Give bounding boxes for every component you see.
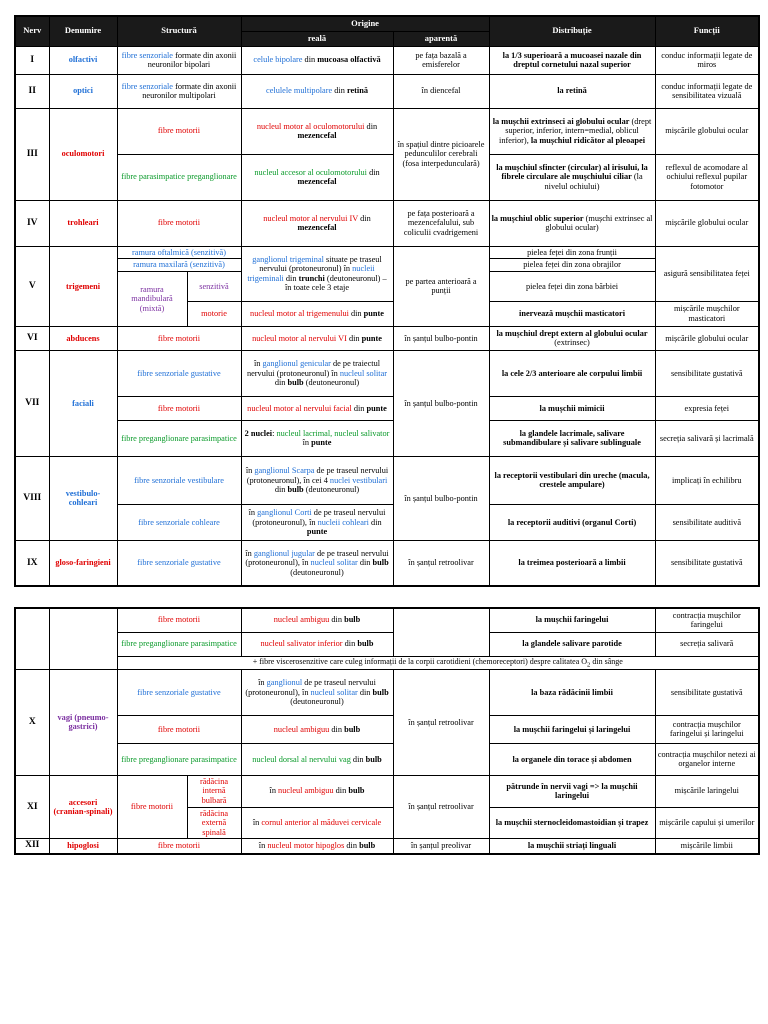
- nerve-row-VII-b: [15, 396, 759, 420]
- nerve-row-III-b: [15, 154, 759, 200]
- nerve-number: XI: [15, 775, 49, 839]
- distribution: la mușchii sternocleidomastoidian și trapez: [489, 807, 655, 839]
- nerve-name: hipoglosi: [49, 839, 117, 854]
- apparent-origin: în diencefal: [393, 74, 489, 108]
- nerve-structure: fibre motorii: [117, 396, 241, 420]
- nerve-name: gloso-faringieni: [49, 540, 117, 586]
- external-root: rădăcina externă spinală: [187, 807, 241, 839]
- header-structura: Structură: [117, 16, 241, 46]
- distribution: la retină: [489, 74, 655, 108]
- functions: mișcările limbii: [655, 839, 759, 854]
- nerve-row-VII: [15, 350, 759, 396]
- nerve-name: oculomotori: [49, 108, 117, 200]
- real-origin: 2 nuclei: nucleul lacrimal, nucleul salivator în punte: [241, 420, 393, 456]
- apparent-origin: pe partea anterioară a punții: [393, 246, 489, 326]
- cranial-nerves-table-part2: [14, 607, 760, 855]
- functions: reflexul de acomodare al ochiului reflexul pupilar fotomotor: [655, 154, 759, 200]
- distribution: la baza rădăcinii limbii: [489, 669, 655, 715]
- header-origine: Origine: [241, 16, 489, 31]
- nerve-number: IV: [15, 200, 49, 246]
- footnote: + fibre viscerosenzitive care culeg informații de la corpii carotidieni (chemoreceptori) despre calitatea $O_2$ din sânge: [117, 656, 759, 669]
- distribution: la glandele lacrimale, salivare submandibulare și salivare sublinguale: [489, 420, 655, 456]
- nerve-row-X: [15, 669, 759, 715]
- header-functii: Funcții: [655, 16, 759, 46]
- apparent-origin: în șanțul retroolivar: [393, 540, 489, 586]
- apparent-origin: pe fața posterioară a mezencefalului, sub coliculii cvadrigemeni: [393, 200, 489, 246]
- nerve-structure: fibre preganglionare parasimpatice: [117, 743, 241, 775]
- functions: asigură sensibilitatea feței: [655, 246, 759, 301]
- nerve-structure: fibre senzoriale cohleare: [117, 504, 241, 540]
- nerve-structure: fibre motorii: [117, 715, 241, 743]
- distribution: la mușchii faringelui și laringelui: [489, 715, 655, 743]
- maxillary-branch: ramura maxilară (senzitivă): [117, 259, 241, 272]
- nerve-name: trigemeni: [49, 246, 117, 326]
- functions: expresia feței: [655, 396, 759, 420]
- real-origin: în ganglionul Corti de pe traseul nervului (protoneuronul), în nucleii cohleari din punte: [241, 504, 393, 540]
- nerve-number: IX: [15, 540, 49, 586]
- nerve-row-I: [15, 46, 759, 74]
- nerve-structure: fibre senzoriale formate din axonii neuronilor bipolari: [117, 46, 241, 74]
- apparent-origin: în șanțul bulbo-pontin: [393, 350, 489, 456]
- nerve-row-XI: [15, 775, 759, 807]
- ophthalmic-branch: ramura oftalmică (senzitivă): [117, 246, 241, 259]
- distribution: pielea feței din zona bărbiei: [489, 271, 655, 301]
- nerve-structure: fibre senzoriale gustative: [117, 350, 241, 396]
- nerve-row-IX-c: [15, 632, 759, 656]
- nerve-structure: fibre senzoriale vestibulare: [117, 456, 241, 504]
- distribution: la mușchiul sfincter (circular) al irisului, la fibrele circulare ale mușchiului ciliar (la nivelul ochiului): [489, 154, 655, 200]
- header-denumire: Denumire: [49, 16, 117, 46]
- distribution: la mușchii mimicii: [489, 396, 655, 420]
- nerve-name: vestibulo-cohleari: [49, 456, 117, 540]
- nerve-row-IX-footnote: [15, 656, 759, 669]
- header-nerv: Nerv: [15, 16, 49, 46]
- nerve-row-X-b: [15, 715, 759, 743]
- nerve-row-VII-c: [15, 420, 759, 456]
- apparent-origin: în șanțul retroolivar: [393, 775, 489, 839]
- nerve-number: XII: [15, 839, 49, 854]
- header-distributie: Distribuție: [489, 16, 655, 46]
- header-reala: reală: [241, 31, 393, 46]
- nerve-structure: fibre motorii: [117, 839, 241, 854]
- apparent-origin: în șanțul bulbo-pontin: [393, 326, 489, 350]
- functions: conduc informații legate de miros: [655, 46, 759, 74]
- distribution: la glandele salivare parotide: [489, 632, 655, 656]
- functions: contracția mușchilor faringelui și laringelui: [655, 715, 759, 743]
- nerve-structure: fibre motorii: [117, 775, 187, 839]
- distribution: pielea feței din zona obrajilor: [489, 259, 655, 272]
- real-origin: nucleul motor al nervului VI din punte: [241, 326, 393, 350]
- functions: sensibilitate gustativă: [655, 540, 759, 586]
- nerve-row-IX-b: [15, 608, 759, 632]
- nerve-row-III: [15, 108, 759, 154]
- functions: contracția mușchilor faringelui: [655, 608, 759, 632]
- nerve-structure: fibre preganglionare parasimpatice: [117, 632, 241, 656]
- nerve-row-XII: [15, 839, 759, 854]
- nerve-number: I: [15, 46, 49, 74]
- functions: mișcările mușchilor masticatori: [655, 301, 759, 326]
- nerve-name: vagi (pneumo-gastrici): [49, 669, 117, 775]
- nerve-name: abducens: [49, 326, 117, 350]
- real-origin: în nucleul ambiguu din bulb: [241, 775, 393, 807]
- apparent-origin: în șanțul preolivar: [393, 839, 489, 854]
- distribution: la mușchiul drept extern al globului ocular (extrinsec): [489, 326, 655, 350]
- distribution: la mușchiul oblic superior (mușchi extrinsec al globului ocular): [489, 200, 655, 246]
- functions: mișcările globului ocular: [655, 108, 759, 154]
- real-origin: nucleul ambiguu din bulb: [241, 608, 393, 632]
- functions: conduc informații legate de sensibilitatea vizuală: [655, 74, 759, 108]
- nerve-row-V: [15, 246, 759, 259]
- distribution: pătrunde în nervii vagi => la mușchii laringelui: [489, 775, 655, 807]
- real-origin: nucleul salivator inferior din bulb: [241, 632, 393, 656]
- real-origin: în ganglionul Scarpa de pe traseul nervului (protoneuronul), în cei 4 nuclei vestibulari din bulb (deutoneuronul): [241, 456, 393, 504]
- nerve-name: accesori (cranian-spinali): [49, 775, 117, 839]
- nerve-number: X: [15, 669, 49, 775]
- functions: sensibilitate gustativă: [655, 350, 759, 396]
- distribution: la mușchii extrinseci ai globului ocular (drept superior, inferior, intern=medial, oblicul inferior), la mușchiul ridicător al pleoapei: [489, 108, 655, 154]
- nerve-structure: fibre preganglionare parasimpatice: [117, 420, 241, 456]
- functions: mișcările laringelui: [655, 775, 759, 807]
- distribution: inervează mușchii masticatori: [489, 301, 655, 326]
- nerve-structure: fibre motorii: [117, 326, 241, 350]
- real-origin: în ganglionul de pe traseul nervului (protoneuronul), în nucleul solitar din bulb (deutoneuronul): [241, 669, 393, 715]
- mandibular-branch: ramura mandibulară (mixtă): [117, 271, 187, 326]
- nerve-row-VI: [15, 326, 759, 350]
- real-origin: nucleul motor al oculomotorului din mezencefal: [241, 108, 393, 154]
- header-aparenta: aparentă: [393, 31, 489, 46]
- real-origin: ganglionul trigeminal situate pe traseul nervului (protoneuronul) în nucleii trigeminali din trunchi (deutoneuronul) – în toate cele 3 etaje: [241, 246, 393, 301]
- functions: secreția salivară: [655, 632, 759, 656]
- nerve-structure: fibre parasimpatice preganglionare: [117, 154, 241, 200]
- nerve-structure: fibre senzoriale gustative: [117, 669, 241, 715]
- internal-root: rădăcina internă bulbară: [187, 775, 241, 807]
- nerve-name: optici: [49, 74, 117, 108]
- functions: mișcările capului și umerilor: [655, 807, 759, 839]
- functions: sensibilitate auditivă: [655, 504, 759, 540]
- mandibular-sensory: senzitivă: [187, 271, 241, 301]
- distribution: la mușchii striați linguali: [489, 839, 655, 854]
- nerve-row-X-c: [15, 743, 759, 775]
- nerve-row-VIII: [15, 456, 759, 504]
- nerve-number-continued: [15, 608, 49, 669]
- nerve-row-IX: [15, 540, 759, 586]
- functions: implicați în echilibru: [655, 456, 759, 504]
- functions: mișcările globului ocular: [655, 326, 759, 350]
- real-origin: în cornul anterior al măduvei cervicale: [241, 807, 393, 839]
- nerve-row-II: [15, 74, 759, 108]
- apparent-origin: în șanțul retroolivar: [393, 669, 489, 775]
- apparent-origin: pe fața bazală a emisferelor: [393, 46, 489, 74]
- real-origin: nucleul motor al nervului IV din mezencefal: [241, 200, 393, 246]
- functions: contracția mușchilor netezi ai organelor interne: [655, 743, 759, 775]
- real-origin: nucleul dorsal al nervului vag din bulb: [241, 743, 393, 775]
- nerve-number: II: [15, 74, 49, 108]
- functions: mișcările globului ocular: [655, 200, 759, 246]
- apparent-origin: în șanțul bulbo-pontin: [393, 456, 489, 540]
- distribution: la cele 2/3 anterioare ale corpului limbii: [489, 350, 655, 396]
- functions: secreția salivară și lacrimală: [655, 420, 759, 456]
- real-origin: nucleul ambiguu din bulb: [241, 715, 393, 743]
- nerve-row-VIII-b: [15, 504, 759, 540]
- mandibular-motor: motorie: [187, 301, 241, 326]
- real-origin: în nucleul motor hipoglos din bulb: [241, 839, 393, 854]
- nerve-number: VII: [15, 350, 49, 456]
- distribution: pielea feței din zona frunții: [489, 246, 655, 259]
- distribution: la receptorii auditivi (organul Corti): [489, 504, 655, 540]
- nerve-name: olfactivi: [49, 46, 117, 74]
- nerve-name-continued: [49, 608, 117, 669]
- nerve-number: V: [15, 246, 49, 326]
- real-origin: celulele multipolare din retină: [241, 74, 393, 108]
- apparent-origin: în spațiul dintre picioarele pedunculilor cerebrali (fosa interpedunculară): [393, 108, 489, 200]
- distribution: la organele din torace și abdomen: [489, 743, 655, 775]
- distribution: la treimea posterioară a limbii: [489, 540, 655, 586]
- distribution: la 1/3 superioară a mucoasei nazale din dreptul cornetului nazal superior: [489, 46, 655, 74]
- nerve-number: VIII: [15, 456, 49, 540]
- nerve-name: faciali: [49, 350, 117, 456]
- real-origin: nucleul motor al trigemenului din punte: [241, 301, 393, 326]
- nerve-number: III: [15, 108, 49, 200]
- functions: sensibilitate gustativă: [655, 669, 759, 715]
- nerve-structure: fibre motorii: [117, 108, 241, 154]
- nerve-row-IV: [15, 200, 759, 246]
- distribution: la receptorii vestibulari din ureche (macula, crestele ampulare): [489, 456, 655, 504]
- nerve-structure: fibre motorii: [117, 200, 241, 246]
- apparent-origin-continued: [393, 608, 489, 656]
- nerve-structure: fibre motorii: [117, 608, 241, 632]
- real-origin: în ganglionul jugular de pe traseul nervului (protoneuronul), în nucleul solitar din bulb (deutoneuronul): [241, 540, 393, 586]
- nerve-number: VI: [15, 326, 49, 350]
- real-origin: celule bipolare din mucoasa olfactivă: [241, 46, 393, 74]
- cranial-nerves-table-part1: [14, 15, 760, 587]
- real-origin: în ganglionul genicular de pe traiectul nervului (protoneuronul) în nucleul solitar din bulb (deutoneuronul): [241, 350, 393, 396]
- nerve-structure: fibre senzoriale gustative: [117, 540, 241, 586]
- nerve-name: trohleari: [49, 200, 117, 246]
- real-origin: nucleul accesor al oculomotorului din mezencefal: [241, 154, 393, 200]
- nerve-structure: fibre senzoriale formate din axonii neuronilor multipolari: [117, 74, 241, 108]
- distribution: la mușchii faringelui: [489, 608, 655, 632]
- real-origin: nucleul motor al nervului facial din punte: [241, 396, 393, 420]
